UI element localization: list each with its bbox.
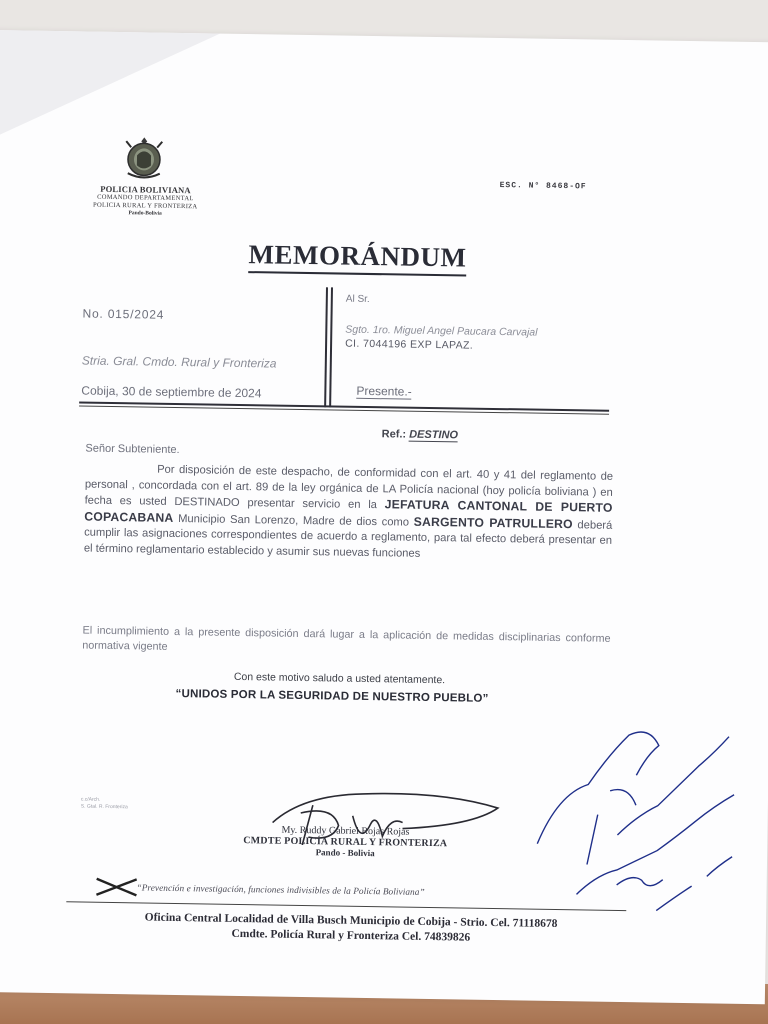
crossed-rifles-icon bbox=[94, 877, 138, 898]
ref-label: Ref.: bbox=[381, 428, 407, 441]
footer-line2: Cmdte. Policía Rural y Fronteriza Cel. 74839826 bbox=[231, 927, 471, 944]
reference bbox=[382, 428, 459, 441]
signer-place: Pando - Bolivia bbox=[315, 847, 375, 859]
ref-value: DESTINO bbox=[409, 428, 459, 442]
institution-block bbox=[77, 183, 213, 217]
recipient-ci: CI. 7044196 EXP LAPAZ. bbox=[345, 337, 474, 352]
body-part-b: Municipio San Lorenzo, Madre de dios como bbox=[173, 512, 414, 529]
divider-vertical bbox=[329, 287, 333, 407]
footer-slogan: “Prevención e investigación, funciones indivisibles de la Policía Boliviana” bbox=[136, 882, 425, 897]
department: Stria. Gral. Cmdo. Rural y Fronteriza bbox=[81, 353, 277, 371]
closing: Con este motivo saludo a usted atentamente. bbox=[233, 670, 446, 687]
memo-number: No. 015/2024 bbox=[82, 306, 165, 322]
recipient-name: Sgto. 1ro. Miguel Angel Paucara Carvajal bbox=[345, 323, 538, 339]
motto: “UNIDOS POR LA SEGURIDAD DE NUESTRO PUEBLO” bbox=[175, 687, 489, 705]
esc-code: ESC. N° 8468-OF bbox=[499, 181, 587, 192]
presente bbox=[356, 384, 412, 399]
handwritten-receipt-icon bbox=[516, 693, 750, 927]
signer-name: My. Ruddy Gabriel Rojas Rojas bbox=[281, 824, 410, 838]
body-part-c: deberá cumplir las asignaciones correspondientes de acuerdo a reglamento, para tal efecto deberá presentar en el término reglamentario establecido y asumir sus nuevas funciones bbox=[83, 518, 613, 560]
place-date: Cobija, 30 de septiembre de 2024 bbox=[81, 383, 262, 401]
stamp-line1: c.c/Arch. bbox=[80, 796, 101, 803]
assigned-unit: JEFATURA CANTONAL DE PUERTO COPACABANA bbox=[84, 497, 613, 525]
divider-vertical bbox=[324, 287, 328, 407]
memorandum-page bbox=[0, 30, 768, 1004]
body-part-a: Por disposición de este despacho, de conformidad con el art. 40 y 41 del reglamento de personal , concordada con el art. 89 de la ley orgánica de LA Policía nacional (hoy policía boliviana ) en fecha es usted DESTINADO presentar servicio en la bbox=[84, 463, 614, 512]
stamp-line2: S. Gtal. R. Fronteriza bbox=[80, 803, 128, 811]
greeting: Señor Subteniente. bbox=[85, 442, 180, 457]
footer-line1: Oficina Central Localidad de Villa Busch Municipio de Cobija - Strio. Cel. 71118678 bbox=[144, 911, 558, 931]
institution-line2: COMANDO DEPARTAMENTAL bbox=[97, 193, 194, 203]
warning-text: El incumplimiento a la presente disposición dará lugar a la aplicación de medidas disciplinarias conforme normativa vigente bbox=[82, 624, 611, 653]
institution-line3: POLICIA RURAL Y FRONTERIZA bbox=[93, 201, 198, 211]
assigned-rank: SARGENTO PATRULLERO bbox=[413, 514, 573, 531]
institution-line4: Pando-Bolivia bbox=[128, 210, 162, 217]
signer-block bbox=[225, 824, 465, 860]
page-shadow-corner bbox=[0, 30, 220, 144]
signer-role: CMDTE POLICÍA RURAL Y FRONTERIZA bbox=[243, 835, 448, 850]
body-text bbox=[84, 462, 613, 566]
document-title: MEMORÁNDUM bbox=[248, 239, 466, 276]
presente-text: Presente.- bbox=[356, 383, 412, 399]
institution-name: POLICIA BOLIVIANA bbox=[100, 183, 191, 196]
recipient-label: Al Sr. bbox=[345, 293, 370, 305]
archive-stamp bbox=[81, 797, 128, 812]
police-seal-icon bbox=[123, 135, 166, 182]
